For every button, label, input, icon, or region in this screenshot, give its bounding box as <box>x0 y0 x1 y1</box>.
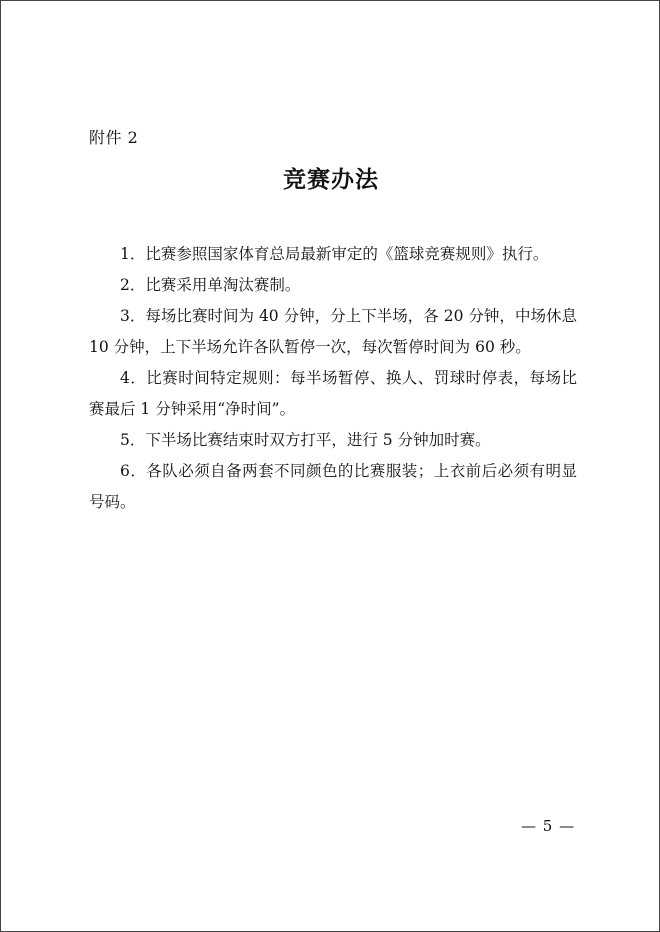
rule-paragraph-6: 6．各队必须自备两套不同颜色的比赛服装；上衣前后必须有明显号码。 <box>89 462 577 511</box>
rule-paragraph-4: 4．比赛时间特定规则：每半场暂停、换人、罚球时停表，每场比赛最后 1 分钟采用“净时间”。 <box>89 369 577 418</box>
attachment-label: 附件 2 <box>89 128 139 147</box>
document-body <box>89 239 577 518</box>
document-title: 竞赛办法 <box>283 166 379 193</box>
rule-paragraph-5: 5．下半场比赛结束时双方打平，进行 5 分钟加时赛。 <box>120 431 491 449</box>
rule-paragraph-1: 1．比赛参照国家体育总局最新审定的《篮球竞赛规则》执行。 <box>120 245 549 263</box>
rule-paragraph-2: 2．比赛采用单淘汰赛制。 <box>120 276 301 294</box>
rule-paragraph-3: 3．每场比赛时间为 40 分钟，分上下半场，各 20 分钟，中场休息 10 分钟，上下半场允许各队暂停一次，每次暂停时间为 60 秒。 <box>89 307 577 356</box>
page-number: — 5 — <box>521 817 576 835</box>
